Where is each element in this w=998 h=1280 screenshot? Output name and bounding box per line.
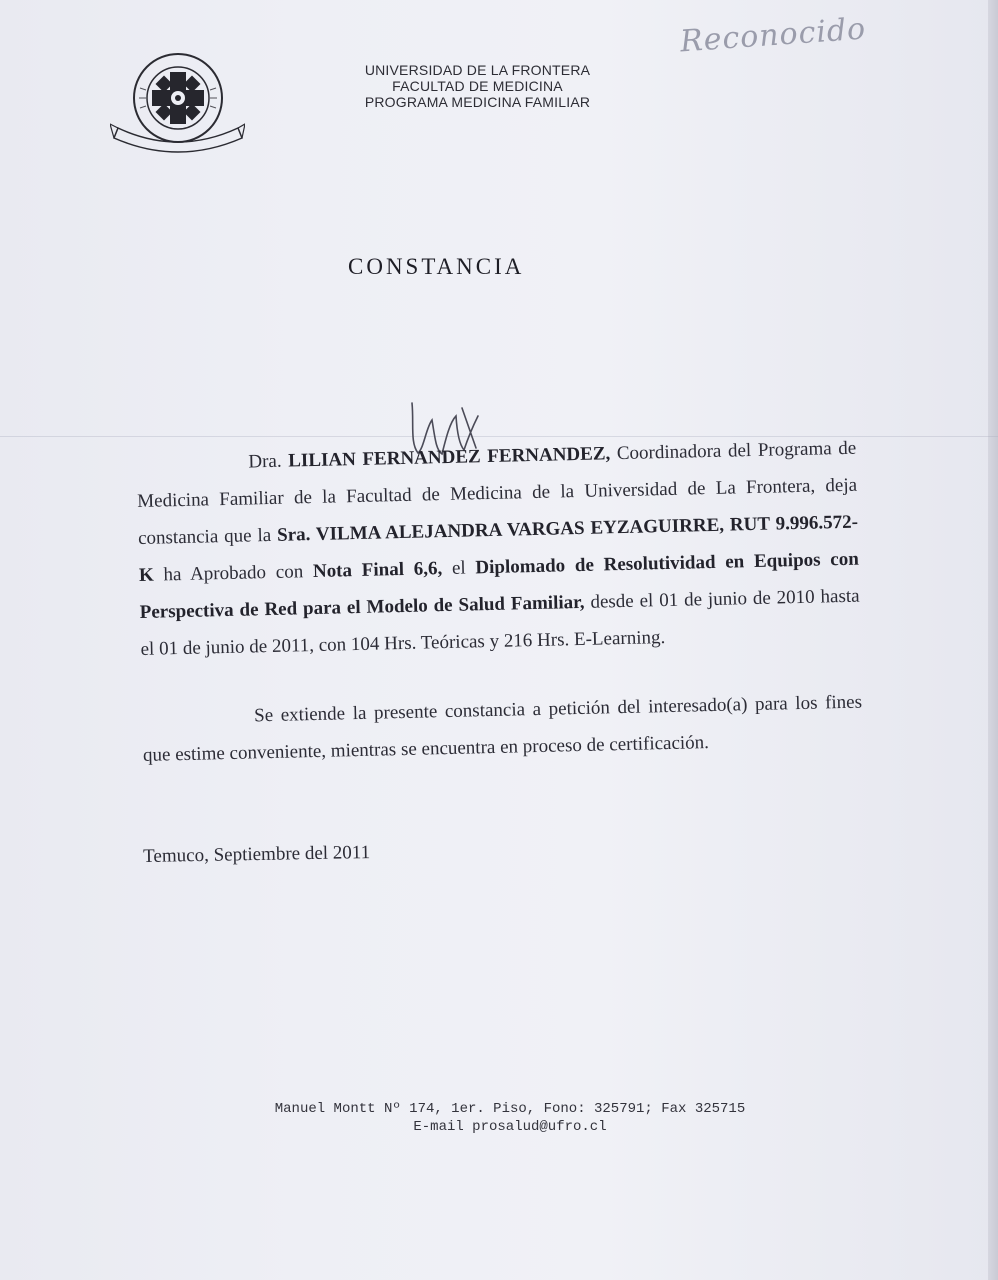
certification-paragraph: Dra. LILIAN FERNANDEZ FERNANDEZ, Coordinadora del Programa de Medicina Familiar de la Facultad de Medicina de la Universidad de La Frontera, deja constancia que la Sra. VILMA ALEJANDRA VARGAS EYZAGUIRRE, RUT 9.996.572-K ha Aprobado con Nota Final 6,6, el Diplomado de Resolutividad en Equipos con Perspectiva de Red para el Modelo de Salud Familiar, desde el 01 de junio de 2010 hasta el 01 de junio de 2011, con 104 Hrs. Teóricas y 216 Hrs. E-Learning. xyxy=(137,437,860,660)
document-title: CONSTANCIA xyxy=(348,254,525,279)
footer-email: E-mail prosalud@ufro.cl xyxy=(413,1119,607,1135)
university-seal-logo xyxy=(110,48,245,156)
contact-footer xyxy=(200,1100,820,1136)
university-name: UNIVERSIDAD DE LA FRONTERA xyxy=(364,62,591,78)
faculty-name: FACULTAD DE MEDICINA xyxy=(392,78,563,94)
purpose-paragraph: Se extiende la presente constancia a petición del interesado(a) para los fines que estime conveniente, mientras se encuentra en proceso de certificación. xyxy=(142,691,863,766)
certificate-body xyxy=(136,430,863,774)
program-name: PROGRAMA MEDICINA FAMILIAR xyxy=(364,94,591,110)
place-and-date: Temuco, Septiembre del 2011 xyxy=(143,842,371,867)
handwritten-note: Reconocido xyxy=(679,11,868,60)
page-edge-shadow xyxy=(988,0,998,1280)
footer-address: Manuel Montt Nº 174, 1er. Piso, Fono: 325791; Fax 325715 xyxy=(274,1101,746,1117)
institution-header xyxy=(330,62,625,110)
